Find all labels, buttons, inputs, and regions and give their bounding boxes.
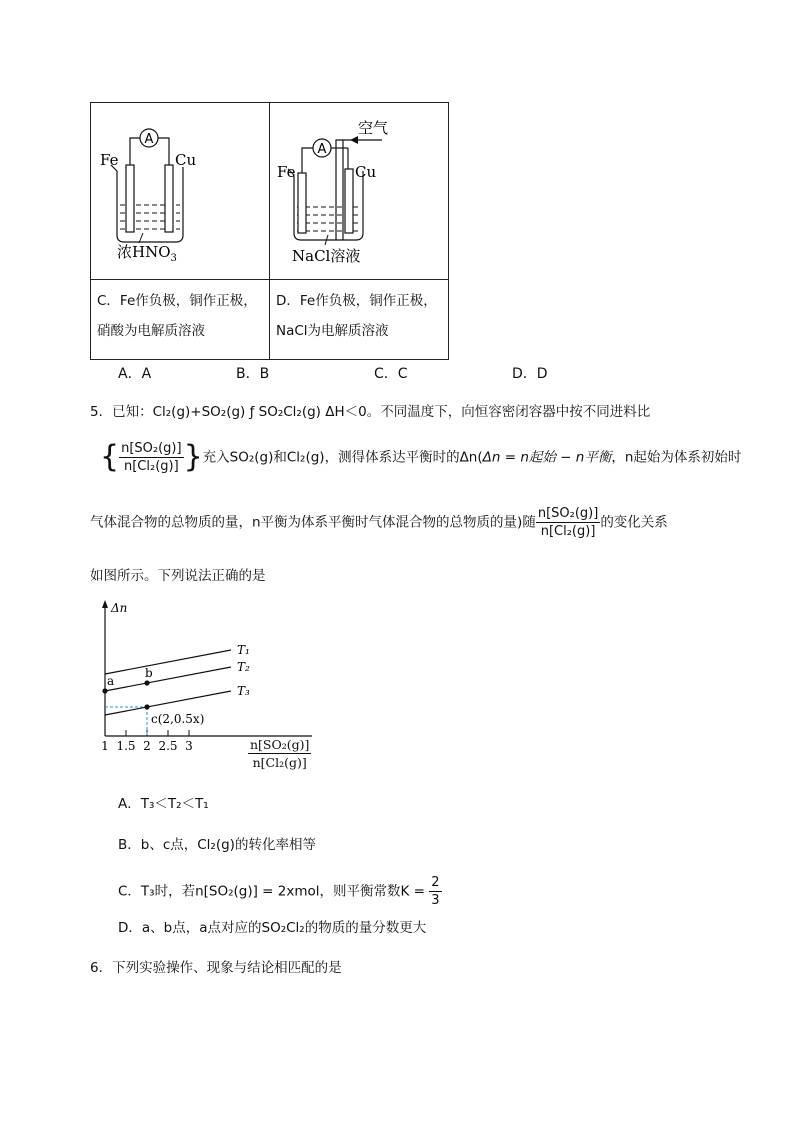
q5-choice-a[interactable]: A．T₃＜T₂＜T₁ bbox=[118, 796, 209, 812]
option-d-text: D．Fe作负极，铜作正极， NaCl为电解质溶液 bbox=[270, 280, 449, 360]
y-axis-arrow bbox=[102, 600, 108, 608]
solution-label-c: 浓$HNO_3$ bbox=[117, 243, 177, 264]
x-tick-label-2: 2 bbox=[143, 739, 151, 753]
option-c-text: C．Fe作负极，铜作正极， 硝酸为电解质溶液 bbox=[91, 280, 270, 360]
q5-choice-b[interactable]: B．b、c点，Cl₂(g)的转化率相等 bbox=[118, 837, 316, 853]
x-axis-label: $\frac{\text{n[SO₂(g)]}}{\text{n[Cl₂(g)]}}$ bbox=[250, 737, 310, 770]
q5-line4: 如图所示。下列说法正确的是 bbox=[90, 568, 266, 584]
x-tick-label-1: 1 bbox=[101, 739, 109, 753]
options-table bbox=[90, 102, 449, 360]
q5-choice-d[interactable]: D．a、b点，a点对应的SO₂Cl₂的物质的量分数更大 bbox=[118, 920, 427, 936]
x-tick-label-2.5: 2.5 bbox=[158, 739, 178, 753]
q4-choice-c[interactable]: C．C bbox=[374, 366, 408, 382]
k-fraction: $\frac{2}{3}$ bbox=[431, 875, 440, 908]
q4-choice-d[interactable]: D．D bbox=[512, 366, 548, 382]
q5-choice-c[interactable]: C．T₃时，若n[SO₂(g)] = 2xmol，则平衡常数K = $\frac{2}{3}$ bbox=[118, 875, 440, 908]
ratio-fraction-inline: $\frac{\text{n[SO₂(g)]}}{\text{n[Cl₂(g)]}}$ bbox=[537, 506, 599, 539]
y-axis-label: Δn bbox=[111, 601, 128, 615]
svg-text:Cu: Cu bbox=[175, 151, 197, 169]
svg-text:Fe: Fe bbox=[277, 163, 296, 181]
fe-electrode bbox=[126, 165, 134, 232]
series-label-3: T₃ bbox=[237, 684, 250, 698]
q5-line3: 气体混合物的总物质的量，n平衡为体系平衡时气体混合物的总物质的量)随 $\frac{\text{n[SO₂(g)]}}{\text{n[Cl₂(g)]}}$ 的变化关系 bbox=[90, 506, 668, 539]
svg-text:NaCl溶液: NaCl溶液 bbox=[292, 247, 361, 265]
point-b bbox=[144, 680, 149, 685]
series-label-2: T₂ bbox=[237, 660, 250, 674]
x-tick-label-1.5: 1.5 bbox=[116, 739, 136, 753]
point-c bbox=[144, 704, 149, 709]
q5-line2: { $\frac{\text{n[SO₂(g)]}}{\text{n[Cl₂(g)]}}$ }充入SO₂(g)和Cl₂(g)，测得体系达平衡时的Δn(Δn = n起始 − n平衡，n起始为体系初始时 bbox=[100, 439, 742, 475]
cell-d-figure bbox=[270, 103, 449, 280]
svg-text:空气: 空气 bbox=[358, 119, 389, 137]
svg-text:Fe: Fe bbox=[100, 151, 119, 169]
point-a bbox=[102, 688, 107, 693]
x-tick-label-3: 3 bbox=[185, 739, 193, 753]
point-label-b: b bbox=[145, 666, 153, 680]
apparatus-c-diagram bbox=[91, 103, 269, 279]
cell-c-figure bbox=[91, 103, 270, 280]
feed-ratio-fraction: $\frac{\text{n[SO₂(g)]}}{\text{n[Cl₂(g)]}}$ bbox=[121, 441, 182, 474]
series-label-1: T₁ bbox=[237, 643, 250, 657]
apparatus-d-diagram bbox=[270, 103, 450, 279]
q6-stem: 6．下列实验操作、现象与结论相匹配的是 bbox=[90, 960, 342, 976]
q4-choice-b[interactable]: B．B bbox=[236, 366, 270, 382]
cu-electrode bbox=[165, 165, 173, 232]
svg-text:A: A bbox=[317, 142, 327, 157]
point-label-a: a bbox=[107, 674, 115, 688]
point-label-c: c(2,0.5x) bbox=[151, 712, 205, 726]
q4-choice-a[interactable]: A．A bbox=[118, 366, 152, 382]
svg-text:Cu: Cu bbox=[355, 163, 377, 181]
ammeter-label: A bbox=[144, 132, 154, 147]
q5-line1: 5．已知：Cl₂(g)+SO₂(g) ƒ SO₂Cl₂(g) ΔH＜0。不同温度下，向恒容密闭容器中按不同进料比 bbox=[90, 404, 651, 420]
